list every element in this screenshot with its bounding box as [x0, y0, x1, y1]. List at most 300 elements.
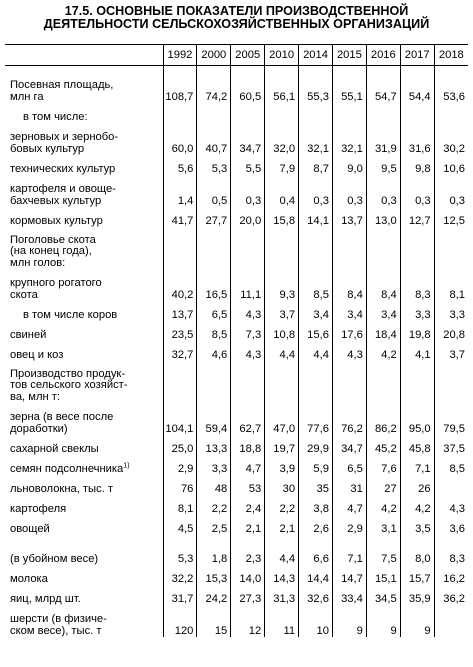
value-cell — [231, 227, 265, 269]
value-cell: 4,4 — [265, 545, 299, 565]
value-cell: 5,5 — [231, 155, 265, 175]
row-label — [10, 132, 163, 155]
value-cell: 30 — [265, 475, 299, 495]
row-label-cell — [5, 475, 163, 495]
value-cell: 14,1 — [299, 207, 333, 227]
value-cell: 18,8 — [231, 435, 265, 455]
row-label-cell — [5, 321, 163, 341]
value-cell — [231, 103, 265, 123]
value-cell: 17,6 — [332, 321, 366, 341]
year-header: 2014 — [299, 45, 333, 66]
value-cell: 7,1 — [400, 455, 434, 475]
value-cell: 60,0 — [163, 123, 197, 155]
value-cell: 53 — [231, 475, 265, 495]
value-cell: 4,2 — [366, 495, 400, 515]
row-label — [10, 574, 163, 585]
year-header-row — [5, 45, 468, 66]
table-row — [5, 207, 468, 227]
row-label-text: зерна (в весе после доработки) — [10, 411, 114, 435]
value-cell: 9,0 — [332, 155, 366, 175]
table-row — [5, 495, 468, 515]
value-cell: 3,4 — [299, 301, 333, 321]
row-label-cell — [5, 301, 163, 321]
value-cell: 6,6 — [299, 545, 333, 565]
value-cell: 4,7 — [332, 495, 366, 515]
value-cell — [434, 475, 468, 495]
value-cell: 7,9 — [265, 155, 299, 175]
value-cell: 15,8 — [265, 207, 299, 227]
table-row — [5, 301, 468, 321]
row-label-cell — [5, 495, 163, 515]
table-row — [5, 565, 468, 585]
row-label-cell — [5, 403, 163, 435]
row-label-cell — [5, 175, 163, 207]
value-cell: 11 — [265, 605, 299, 637]
table-row — [5, 585, 468, 605]
value-cell: 5,3 — [163, 545, 197, 565]
row-label — [10, 504, 163, 515]
value-cell — [400, 103, 434, 123]
row-label — [23, 112, 163, 123]
value-cell: 2,5 — [197, 515, 231, 535]
table-row — [5, 227, 468, 269]
value-cell: 27,3 — [231, 585, 265, 605]
value-cell: 86,2 — [366, 403, 400, 435]
row-label-text: сахарной свеклы — [10, 442, 99, 455]
row-label-cell — [5, 435, 163, 455]
value-cell: 2,2 — [197, 495, 231, 515]
value-cell: 9,3 — [265, 269, 299, 301]
value-cell — [400, 535, 434, 545]
row-label — [10, 444, 163, 455]
row-label — [10, 412, 163, 435]
value-cell: 48 — [197, 475, 231, 495]
value-cell: 3,9 — [265, 455, 299, 475]
value-cell: 9 — [400, 605, 434, 637]
value-cell — [332, 535, 366, 545]
row-label — [10, 330, 163, 341]
value-cell: 19,7 — [265, 435, 299, 455]
value-cell: 14,0 — [231, 565, 265, 585]
row-label — [10, 80, 163, 103]
value-cell: 6,5 — [332, 455, 366, 475]
value-cell — [366, 361, 400, 403]
value-cell: 15 — [197, 605, 231, 637]
table-row — [5, 175, 468, 207]
value-cell — [332, 103, 366, 123]
year-header: 2000 — [197, 45, 231, 66]
value-cell: 25,0 — [163, 435, 197, 455]
value-cell: 32,0 — [265, 123, 299, 155]
table-row — [5, 269, 468, 301]
value-cell: 3,3 — [400, 301, 434, 321]
value-cell: 2,3 — [231, 545, 265, 565]
value-cell: 2,1 — [231, 515, 265, 535]
value-cell: 3,4 — [366, 301, 400, 321]
value-cell: 8,5 — [299, 269, 333, 301]
value-cell: 16,5 — [197, 269, 231, 301]
value-cell: 2,9 — [332, 515, 366, 535]
row-label-text: овец и коз — [10, 348, 64, 361]
row-label-text: яиц, млрд шт. — [10, 592, 81, 605]
value-cell — [434, 535, 468, 545]
row-label — [10, 350, 163, 361]
value-cell — [163, 535, 197, 545]
value-cell: 9 — [332, 605, 366, 637]
value-cell — [265, 535, 299, 545]
row-label-cell — [5, 585, 163, 605]
value-cell — [400, 227, 434, 269]
value-cell: 3,6 — [434, 515, 468, 535]
value-cell: 3,8 — [299, 495, 333, 515]
value-cell: 54,7 — [366, 71, 400, 103]
value-cell: 3,7 — [265, 301, 299, 321]
value-cell: 32,7 — [163, 341, 197, 361]
value-cell: 4,4 — [299, 341, 333, 361]
title-line-1: 17.5. ОСНОВНЫЕ ПОКАЗАТЕЛИ ПРОИЗВОДСТВЕННОЙ — [64, 4, 409, 18]
value-cell — [163, 103, 197, 123]
row-label-text: Поголовье скота (на конец года), млн голов: — [10, 234, 96, 269]
value-cell: 0,3 — [332, 175, 366, 207]
table-row — [5, 605, 468, 637]
value-cell: 108,7 — [163, 71, 197, 103]
value-cell: 0,3 — [434, 175, 468, 207]
value-cell: 31 — [332, 475, 366, 495]
value-cell: 24,2 — [197, 585, 231, 605]
value-cell: 2,6 — [299, 515, 333, 535]
indicators-table — [5, 44, 468, 637]
value-cell: 0,3 — [366, 175, 400, 207]
value-cell: 9,5 — [366, 155, 400, 175]
table-row — [5, 155, 468, 175]
value-cell — [163, 227, 197, 269]
value-cell: 20,8 — [434, 321, 468, 341]
value-cell: 53,6 — [434, 71, 468, 103]
value-cell: 33,4 — [332, 585, 366, 605]
value-cell: 3,7 — [434, 341, 468, 361]
value-cell: 34,7 — [332, 435, 366, 455]
value-cell: 8,5 — [434, 455, 468, 475]
value-cell: 15,6 — [299, 321, 333, 341]
value-cell: 4,5 — [163, 515, 197, 535]
value-cell: 0,3 — [231, 175, 265, 207]
value-cell — [197, 103, 231, 123]
row-label-text: технических культур — [10, 162, 116, 175]
row-label-cell — [5, 515, 163, 535]
row-label-text: крупного рогатого скота — [10, 277, 102, 301]
value-cell: 16,2 — [434, 565, 468, 585]
year-header: 2010 — [265, 45, 299, 66]
value-cell: 36,2 — [434, 585, 468, 605]
row-label-text: картофеля — [10, 502, 67, 515]
row-label-cell — [5, 605, 163, 637]
table-row — [5, 545, 468, 565]
value-cell — [265, 227, 299, 269]
value-cell: 34,5 — [366, 585, 400, 605]
value-cell: 29,9 — [299, 435, 333, 455]
row-label — [10, 164, 163, 175]
value-cell: 10,6 — [434, 155, 468, 175]
table-row — [5, 515, 468, 535]
value-cell: 120 — [163, 605, 197, 637]
value-cell: 14,4 — [299, 565, 333, 585]
value-cell: 20,0 — [231, 207, 265, 227]
table-row — [5, 475, 468, 495]
value-cell: 2,9 — [163, 455, 197, 475]
title-line-2: ДЕЯТЕЛЬНОСТИ СЕЛЬСКОХОЗЯЙСТВЕННЫХ ОРГАНИЗАЦИЙ — [43, 17, 430, 31]
value-cell: 3,5 — [400, 515, 434, 535]
value-cell — [400, 361, 434, 403]
table-row — [5, 535, 468, 545]
value-cell: 1,8 — [197, 545, 231, 565]
table-row — [5, 455, 468, 475]
value-cell: 9,8 — [400, 155, 434, 175]
row-label-cell — [5, 565, 163, 585]
value-cell: 27,7 — [197, 207, 231, 227]
value-cell: 11,1 — [231, 269, 265, 301]
row-label-text: семян подсолнечника — [10, 462, 124, 475]
value-cell — [366, 103, 400, 123]
value-cell: 3,3 — [434, 301, 468, 321]
value-cell: 76,2 — [332, 403, 366, 435]
value-cell: 3,1 — [366, 515, 400, 535]
row-label — [10, 484, 163, 495]
value-cell — [434, 361, 468, 403]
value-cell — [434, 227, 468, 269]
value-cell: 6,5 — [197, 301, 231, 321]
row-label — [23, 310, 163, 321]
value-cell: 45,8 — [400, 435, 434, 455]
table-row — [5, 435, 468, 455]
value-cell: 27 — [366, 475, 400, 495]
value-cell: 47,0 — [265, 403, 299, 435]
value-cell: 8,1 — [434, 269, 468, 301]
value-cell: 14,7 — [332, 565, 366, 585]
row-label-cell — [5, 227, 163, 269]
value-cell: 4,2 — [400, 495, 434, 515]
value-cell: 30,2 — [434, 123, 468, 155]
value-cell — [299, 227, 333, 269]
row-label-cell — [5, 207, 163, 227]
value-cell: 13,3 — [197, 435, 231, 455]
table-title — [0, 5, 473, 31]
row-label-cell — [5, 361, 163, 403]
value-cell: 2,1 — [265, 515, 299, 535]
value-cell — [231, 535, 265, 545]
value-cell: 8,3 — [400, 269, 434, 301]
row-label-text: картофеля и овоще- бахчевых культур — [10, 183, 116, 207]
row-label-cell — [5, 269, 163, 301]
row-label — [10, 524, 163, 535]
row-label-text: овощей — [10, 522, 50, 535]
row-label-cell — [5, 103, 163, 123]
row-label-text: льноволокна, тыс. т — [10, 482, 114, 495]
value-cell: 0,3 — [400, 175, 434, 207]
value-cell: 74,2 — [197, 71, 231, 103]
value-cell: 8,7 — [299, 155, 333, 175]
value-cell: 15,1 — [366, 565, 400, 585]
row-label — [10, 369, 163, 403]
value-cell: 0,5 — [197, 175, 231, 207]
value-cell — [265, 103, 299, 123]
row-label-cell — [5, 535, 163, 545]
row-label-cell — [5, 155, 163, 175]
row-label — [10, 594, 163, 605]
year-header: 2017 — [400, 45, 434, 66]
value-cell: 0,4 — [265, 175, 299, 207]
value-cell: 8,0 — [400, 545, 434, 565]
value-cell — [197, 535, 231, 545]
value-cell: 37,5 — [434, 435, 468, 455]
value-cell: 5,6 — [163, 155, 197, 175]
table-row — [5, 71, 468, 103]
value-cell: 104,1 — [163, 403, 197, 435]
value-cell: 62,7 — [231, 403, 265, 435]
value-cell: 4,3 — [231, 301, 265, 321]
value-cell: 0,3 — [299, 175, 333, 207]
value-cell: 15,3 — [197, 565, 231, 585]
corner-cell — [5, 45, 163, 66]
value-cell: 56,1 — [265, 71, 299, 103]
value-cell: 31,7 — [163, 585, 197, 605]
value-cell: 31,3 — [265, 585, 299, 605]
footnote-marker: 1) — [123, 461, 130, 469]
value-cell: 26 — [400, 475, 434, 495]
value-cell: 40,2 — [163, 269, 197, 301]
row-label-cell — [5, 545, 163, 565]
row-label-text: (в убойном весе) — [10, 552, 99, 565]
value-cell: 2,2 — [265, 495, 299, 515]
value-cell: 55,3 — [299, 71, 333, 103]
value-cell: 4,4 — [265, 341, 299, 361]
row-label — [10, 184, 163, 207]
value-cell: 8,1 — [163, 495, 197, 515]
value-cell — [231, 361, 265, 403]
table-row — [5, 123, 468, 155]
row-label-text: шерсти (в физиче- ском весе), тыс. т — [10, 613, 107, 637]
year-header: 2016 — [366, 45, 400, 66]
row-label — [10, 235, 163, 269]
value-cell: 13,7 — [332, 207, 366, 227]
value-cell — [163, 361, 197, 403]
value-cell: 9 — [366, 605, 400, 637]
value-cell — [299, 535, 333, 545]
table-row — [5, 103, 468, 123]
value-cell: 12,5 — [434, 207, 468, 227]
value-cell: 60,5 — [231, 71, 265, 103]
value-cell: 4,3 — [231, 341, 265, 361]
value-cell — [299, 103, 333, 123]
value-cell: 59,4 — [197, 403, 231, 435]
value-cell: 4,2 — [366, 341, 400, 361]
value-cell: 34,7 — [231, 123, 265, 155]
value-cell — [434, 103, 468, 123]
value-cell: 32,1 — [332, 123, 366, 155]
row-label-text: в том числе: — [23, 110, 88, 123]
table-row — [5, 403, 468, 435]
value-cell: 3,4 — [332, 301, 366, 321]
value-cell: 76 — [163, 475, 197, 495]
row-label — [10, 614, 163, 637]
row-label — [10, 278, 163, 301]
value-cell: 2,4 — [231, 495, 265, 515]
value-cell: 31,9 — [366, 123, 400, 155]
table-row — [5, 341, 468, 361]
row-label-text: молока — [10, 572, 48, 585]
value-cell: 14,3 — [265, 565, 299, 585]
value-cell: 5,9 — [299, 455, 333, 475]
value-cell: 7,5 — [366, 545, 400, 565]
value-cell: 32,2 — [163, 565, 197, 585]
row-label-cell — [5, 455, 163, 475]
value-cell: 79,5 — [434, 403, 468, 435]
value-cell: 12 — [231, 605, 265, 637]
year-header: 2018 — [434, 45, 468, 66]
table-row — [5, 361, 468, 403]
row-label-text: кормовых культур — [10, 214, 103, 227]
value-cell: 5,3 — [197, 155, 231, 175]
value-cell: 4,3 — [332, 341, 366, 361]
value-cell: 32,1 — [299, 123, 333, 155]
value-cell — [332, 361, 366, 403]
value-cell: 8,4 — [332, 269, 366, 301]
value-cell: 35 — [299, 475, 333, 495]
value-cell: 10 — [299, 605, 333, 637]
value-cell: 15,7 — [400, 565, 434, 585]
row-label-text: Производство продук- тов сельского хозяйст- ва, млн т: — [10, 368, 128, 403]
value-cell: 8,4 — [366, 269, 400, 301]
value-cell: 95,0 — [400, 403, 434, 435]
year-header: 1992 — [163, 45, 197, 66]
year-header: 2005 — [231, 45, 265, 66]
value-cell: 7,1 — [332, 545, 366, 565]
row-label-text: в том числе коров — [23, 308, 118, 321]
value-cell — [434, 605, 468, 637]
value-cell: 7,6 — [366, 455, 400, 475]
value-cell — [366, 535, 400, 545]
value-cell: 3,3 — [197, 455, 231, 475]
value-cell: 4,7 — [231, 455, 265, 475]
value-cell: 4,3 — [434, 495, 468, 515]
year-header: 2015 — [332, 45, 366, 66]
value-cell: 7,3 — [231, 321, 265, 341]
value-cell: 32,6 — [299, 585, 333, 605]
value-cell: 40,7 — [197, 123, 231, 155]
value-cell: 45,2 — [366, 435, 400, 455]
value-cell: 23,5 — [163, 321, 197, 341]
value-cell — [332, 227, 366, 269]
value-cell — [366, 227, 400, 269]
value-cell: 4,1 — [400, 341, 434, 361]
row-label-cell — [5, 341, 163, 361]
value-cell: 77,6 — [299, 403, 333, 435]
value-cell: 41,7 — [163, 207, 197, 227]
value-cell: 13,7 — [163, 301, 197, 321]
value-cell: 4,6 — [197, 341, 231, 361]
row-label-text: Посевная площадь, млн га — [10, 79, 114, 103]
value-cell: 18,4 — [366, 321, 400, 341]
value-cell: 54,4 — [400, 71, 434, 103]
row-label-cell — [5, 123, 163, 155]
value-cell: 1,4 — [163, 175, 197, 207]
row-label-text: свиней — [10, 328, 47, 341]
value-cell: 19,8 — [400, 321, 434, 341]
row-label — [10, 216, 163, 227]
value-cell — [265, 361, 299, 403]
value-cell — [197, 227, 231, 269]
value-cell: 12,7 — [400, 207, 434, 227]
row-label-text: зерновых и зернобо- бовых культур — [10, 131, 119, 155]
